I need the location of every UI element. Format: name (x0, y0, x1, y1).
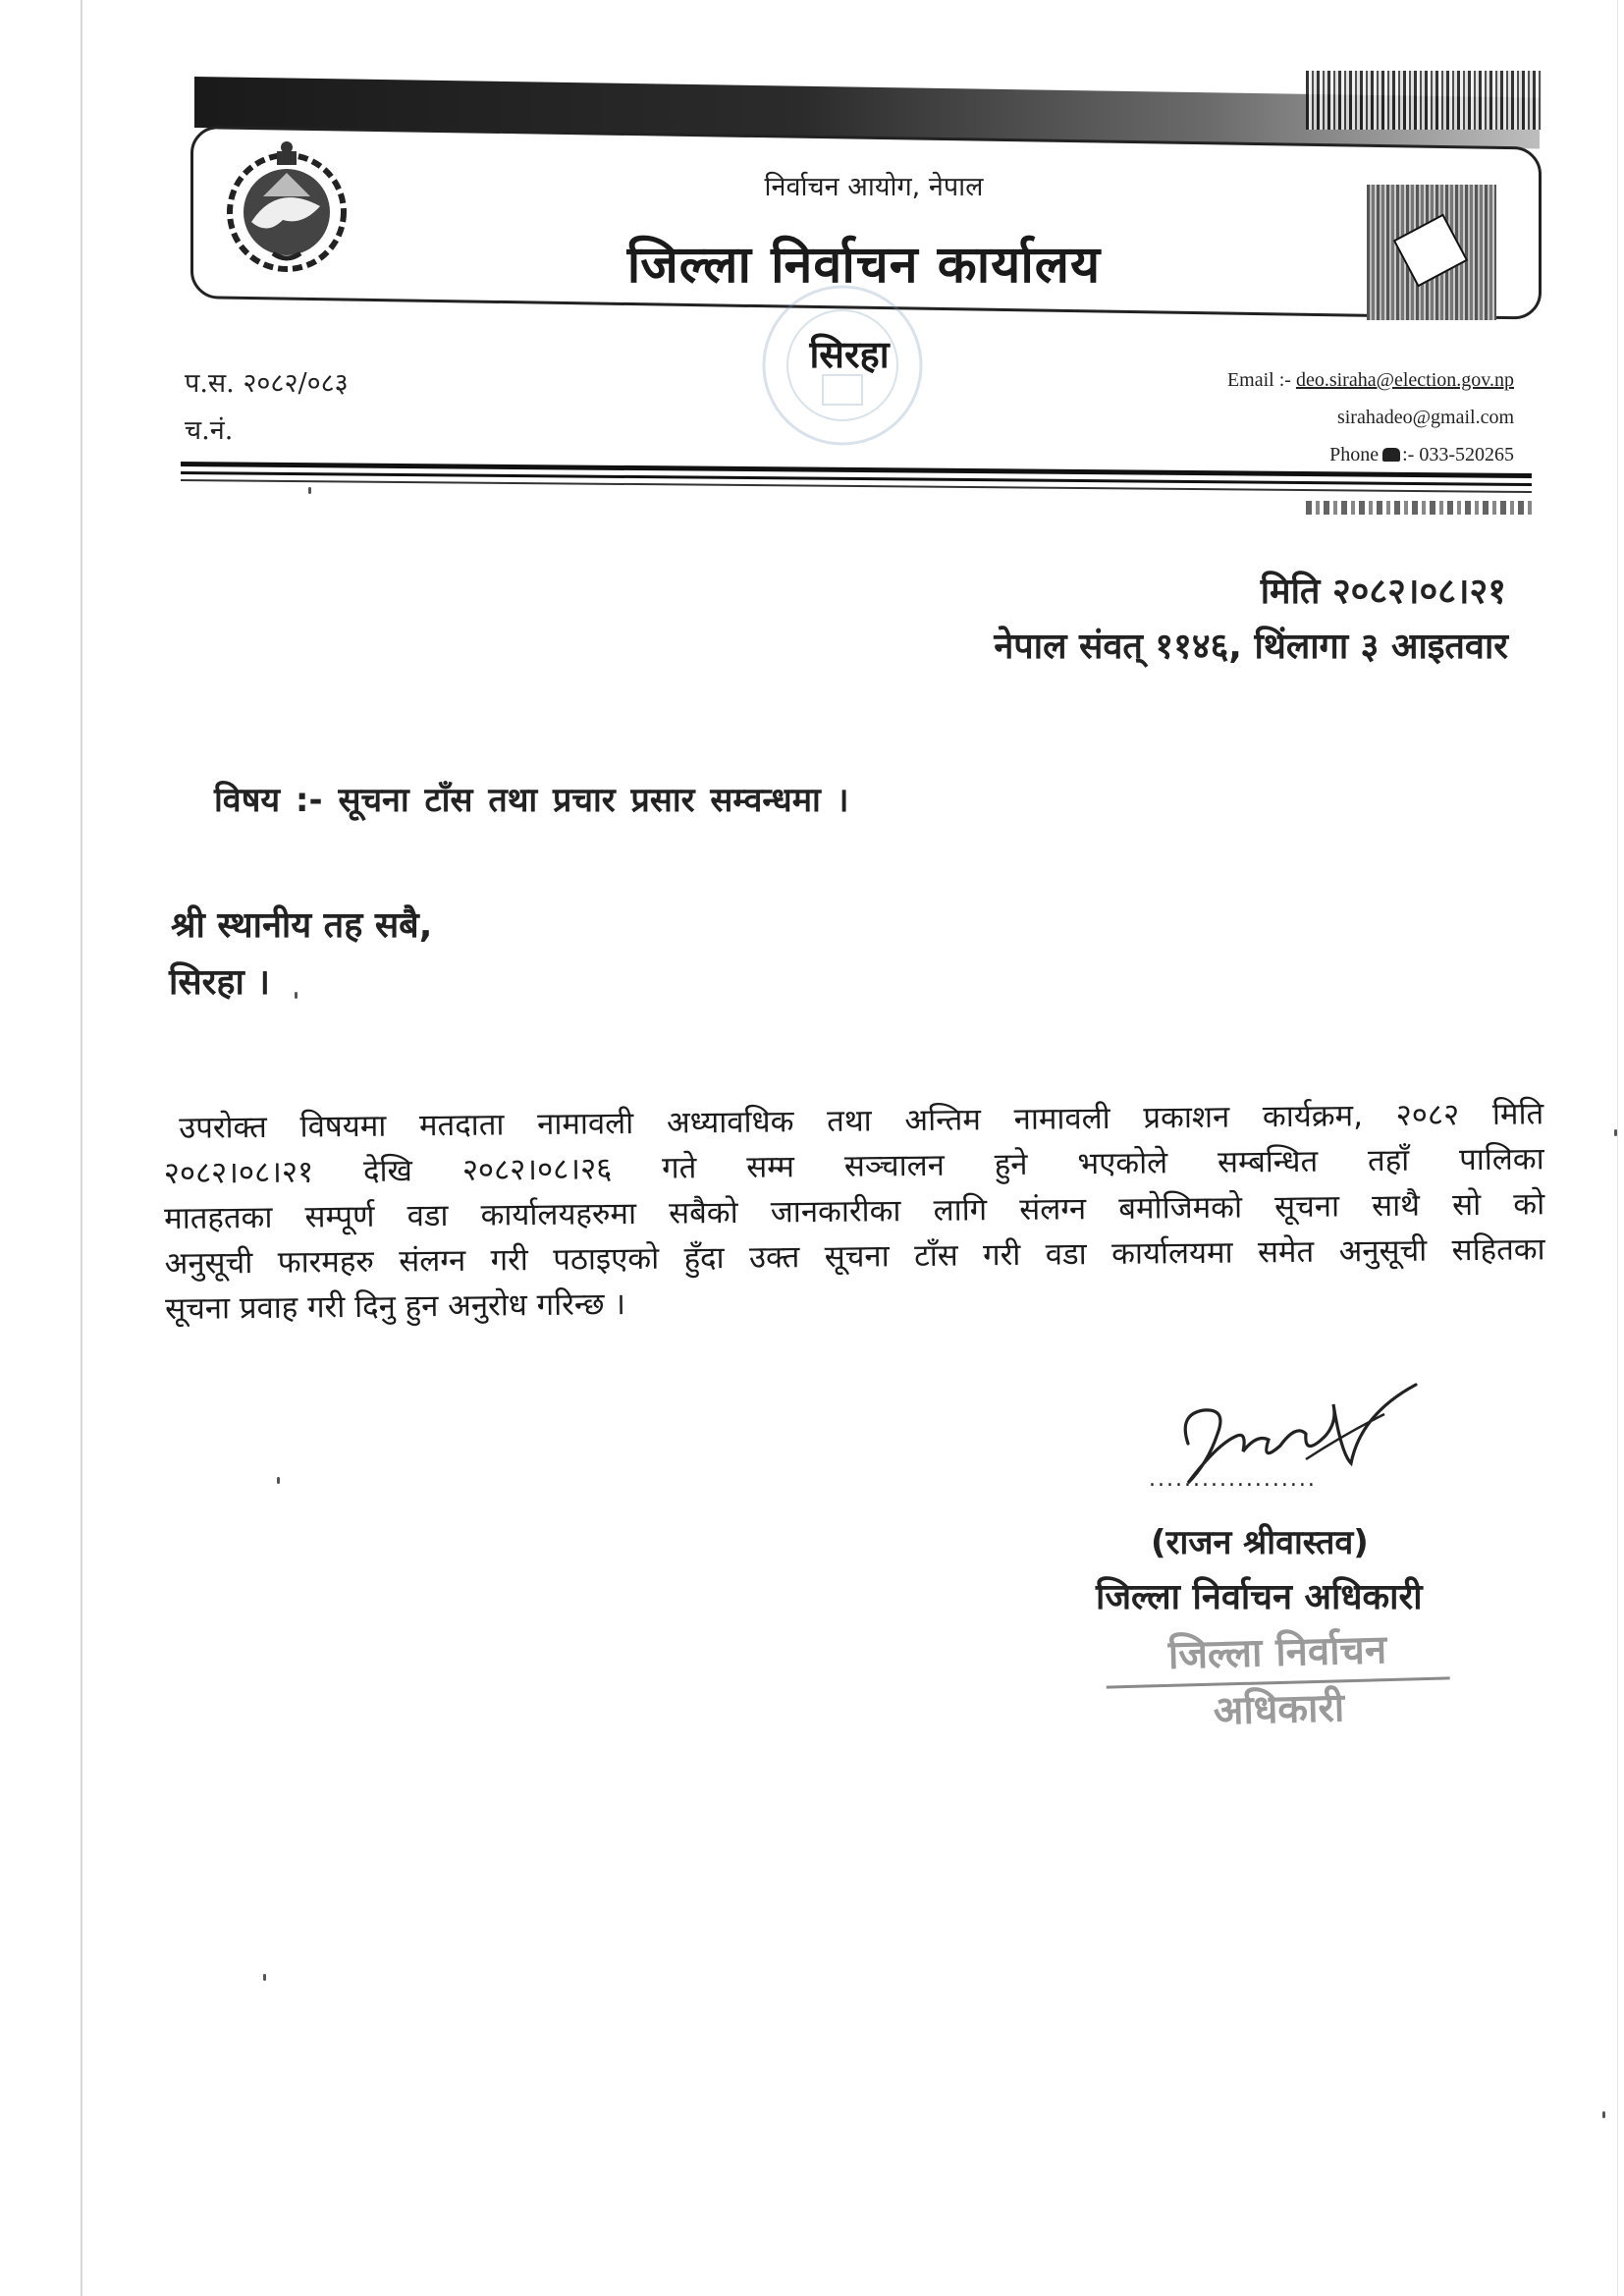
scan-speck (277, 1477, 280, 1484)
phone-icon (1382, 448, 1400, 462)
letterhead-stripes (1306, 71, 1542, 130)
scan-speck (263, 1974, 266, 1981)
letter-date: मिति २०८२।०८।२१ (1260, 572, 1506, 612)
org-top-title: निर्वाचन आयोग, नेपाल (764, 172, 984, 202)
signatory-name: (राजन श्रीवास्तव) (1151, 1523, 1369, 1562)
scan-edge (81, 0, 82, 2296)
scan-edge-right (1617, 0, 1618, 2296)
phone-number: :- 033-520265 (1402, 444, 1514, 465)
phone-label: Phone (1329, 444, 1380, 465)
signatory-title: जिल्ला निर्वाचन अधिकारी (1096, 1577, 1423, 1617)
nepal-sambat-date: नेपाल संवत् ११४६, थिंलागा ३ आइतवार (994, 627, 1508, 667)
letter-subject: विषय :- सूचना टाँस तथा प्रचार प्रसार सम्वन्धमा । (214, 781, 849, 820)
body-line: उपरोक्त विषयमा मतदाता नामावली अध्यावधिक तथा अन्तिम नामावली प्रकाशन कार्यक्रम, २०८२ मिति (179, 1096, 1544, 1146)
nepal-emblem-icon (218, 137, 355, 280)
email-label: Email :- (1226, 369, 1291, 391)
body-line: मातहतका सम्पूर्ण वडा कार्यालयहरुमा सबैको जानकारीका लागि संलग्न बमोजिमको सूचना साथै सो को (164, 1186, 1545, 1236)
email-primary[interactable]: deo.siraha@election.gov.np (1295, 369, 1514, 391)
scan-speck (295, 992, 298, 999)
org-main-title: जिल्ला निर्वाचन कार्यालय (626, 236, 1102, 295)
district-name: सिरहा (809, 333, 890, 376)
contact-block (1227, 361, 1514, 473)
header-rule-pattern (1306, 501, 1532, 515)
scan-speck (1602, 2111, 1605, 2118)
reference-number: प.स. २०८२/०८३ (185, 368, 349, 399)
signature-line: ................... (1149, 1467, 1317, 1492)
ballot-card (1393, 214, 1469, 288)
ballot-box-icon (1367, 185, 1496, 320)
body-line: सूचना प्रवाह गरी दिनु हुन अनुरोध गरिन्छ । (164, 1286, 626, 1327)
dispatch-number: च.नं. (185, 415, 234, 446)
email-secondary[interactable]: sirahadeo@gmail.com (1336, 407, 1514, 428)
phone-line (1227, 436, 1514, 473)
addressee-line: श्री स्थानीय तह सबै, (171, 905, 433, 946)
body-line: २०८२।०८।२१ देखि २०८२।०८।२६ गते सम्म सञ्चालन हुने भएकोले सम्बन्धित तहाँ पालिका (163, 1141, 1544, 1191)
addressee-place: सिरहा । (169, 962, 271, 1003)
official-stamp: जिल्ला निर्वाचन अधिकारी (1105, 1619, 1449, 1688)
letter-body (163, 1091, 1545, 1332)
scan-speck (308, 487, 311, 494)
body-line: अनुसूची फारमहरु संलग्न गरी पठाइएको हुँदा उक्त सूचना टाँस गरी वडा कार्यालयमा समेत अनुसूची सहितका (164, 1231, 1545, 1282)
email-line (1227, 361, 1514, 399)
scan-speck (1614, 1129, 1617, 1136)
